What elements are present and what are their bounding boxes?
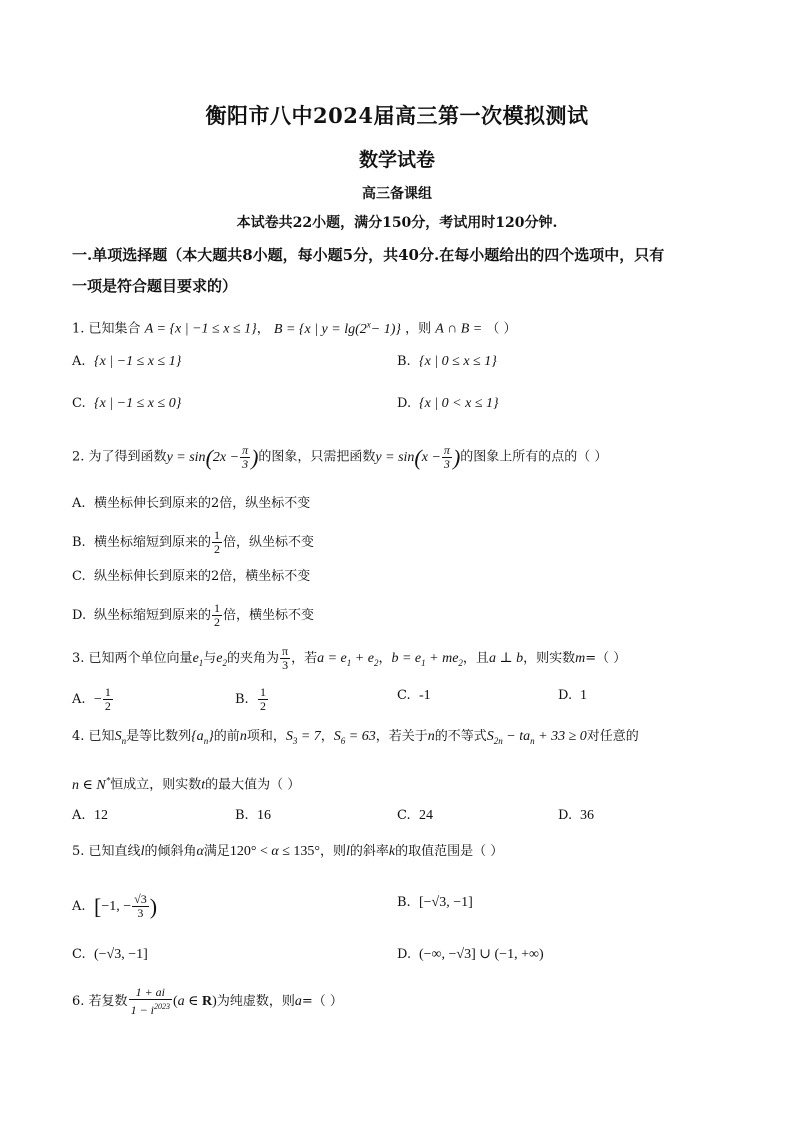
var-a: a: [294, 994, 302, 1009]
option-label: B.: [397, 354, 411, 369]
question-text: 的夹角为: [227, 651, 280, 666]
q5-option-d: [397, 945, 544, 965]
option-label: A.: [72, 808, 86, 823]
question-number: 5.: [72, 844, 85, 859]
question-text: 满足: [203, 844, 230, 859]
q1-option-d: [397, 394, 499, 414]
option-text: [−√3, −1]: [419, 895, 473, 910]
question-text: ，若: [291, 651, 318, 666]
question-text: =（ ）: [301, 994, 343, 1009]
question-text: 与: [203, 651, 217, 666]
q2-option-c: [72, 567, 310, 587]
given-s3: $S_3 = 7$: [285, 729, 321, 746]
vector-a-def: $a = e_1 + e_2$: [317, 651, 379, 668]
q4-option-d: [558, 806, 594, 826]
question-text: 已知集合: [88, 321, 141, 337]
var-t: t: [201, 777, 206, 793]
question-text: 已知两个单位向量: [88, 651, 193, 666]
fraction-half: $\frac{1}{2}$: [104, 685, 111, 713]
q1-option-c: [72, 394, 181, 414]
option-text: {x | −1 ≤ x ≤ 0}: [94, 396, 182, 411]
q1-option-a: [72, 352, 181, 372]
var-alpha: α: [196, 844, 204, 859]
var-l: l: [140, 844, 145, 859]
inequality: $S_{2n} - ta_n + 33 \ge 0$: [486, 729, 587, 746]
question-text: 项和，: [246, 729, 286, 744]
q3-option-c: [397, 686, 431, 706]
option-text: 36: [580, 808, 594, 823]
question-number: 6.: [72, 994, 85, 1009]
question-text: ，且: [462, 651, 489, 666]
question-text: 恒成立，则实数: [110, 777, 202, 793]
option-label: A.: [72, 354, 86, 369]
section-heading: [72, 240, 732, 302]
option-text: 横坐标伸长到原来的2倍，纵坐标不变: [94, 496, 311, 511]
exam-title: 衡阳市八中2024届高三第一次模拟测试: [205, 103, 589, 128]
option-label: C.: [397, 808, 411, 823]
perp-condition: a ⊥ b: [488, 651, 524, 666]
question-text: 的不等式: [434, 729, 487, 744]
var-n: n: [427, 729, 435, 744]
question-text: 若复数: [88, 994, 128, 1009]
option-label: C.: [72, 947, 86, 962]
option-label: C.: [72, 396, 86, 411]
formula-target: y = sin(2x − $\frac{\pi}{3}$ ): [166, 443, 259, 471]
option-label: D.: [397, 947, 412, 962]
option-text: 24: [419, 808, 433, 823]
q5-option-c: [72, 945, 148, 965]
domain-n: n ∈ N*: [72, 775, 111, 793]
question-text: 为纯虚数，则: [216, 994, 295, 1009]
question-number: 1.: [72, 321, 85, 337]
option-text: {x | 0 < x ≤ 1}: [419, 396, 499, 411]
q3-option-d: [558, 686, 587, 706]
fraction-pi-3: $\frac{\pi}{3}$: [282, 644, 289, 672]
question-number: 4.: [72, 729, 85, 744]
option-label: A.: [72, 496, 86, 511]
var-k: k: [388, 844, 396, 859]
question-text: ，则实数: [523, 651, 576, 666]
option-text: -1: [419, 688, 431, 703]
section-heading-line1: 一.单项选择题（本大题共8小题，每小题5分，共40分.在每小题给出的四个选项中，只有: [72, 246, 665, 264]
option-text: 倍，纵坐标不变: [223, 535, 315, 550]
question-text: 已知直线: [88, 844, 141, 859]
question-text: 是等比数列: [126, 729, 192, 744]
answer-paren: （ ）: [486, 321, 517, 337]
complex-fraction: $\frac{1 + ai}{1 - i^{2023}}$: [130, 985, 170, 1017]
option-text: [−1, − $\frac{√3}{3}$ ): [94, 892, 158, 920]
option-text: 16: [257, 808, 271, 823]
option-label: C.: [72, 569, 86, 584]
set-b-part1: B = {x | y = lg(2: [273, 321, 367, 337]
var-n: n: [239, 729, 247, 744]
option-text: 12: [94, 808, 108, 823]
vector-e1: $e_1$: [192, 651, 204, 668]
option-label: D.: [397, 396, 412, 411]
exam-group: 高三备课组: [362, 186, 432, 202]
angle-range: 120° < α ≤ 135°: [229, 844, 320, 859]
option-label: D.: [72, 608, 87, 623]
option-label: A.: [72, 692, 86, 707]
exam-info: 本试卷共22小题，满分150分，考试用时120分钟.: [236, 215, 558, 231]
vector-b-def: $b = e_1 + me_2$: [391, 651, 463, 668]
option-text: {x | 0 ≤ x ≤ 1}: [419, 354, 497, 369]
option-text: {x | −1 ≤ x ≤ 1}: [94, 354, 182, 369]
question-text: 为了得到函数: [88, 449, 167, 465]
q3-option-b: [235, 686, 269, 713]
question-text: ，若关于: [375, 729, 428, 744]
question-text: 的斜率: [349, 844, 389, 859]
fraction-half: $\frac{1}{2}$: [214, 528, 221, 556]
q2-option-d: [72, 602, 314, 629]
question-4: 4. 已知$S_n$是等比数列$\{a_n\}$的前n项和，$S_3 = 7$，$S_6 = 63$，若关于n的不等式$S_{2n} - ta_n + 33 \ge 0$对任意的: [72, 729, 639, 746]
option-label: B.: [397, 895, 411, 910]
sum-sn: $S_n$: [114, 729, 127, 746]
set-b: B = {x | $y = \lg(2^x- 1)$}: [273, 319, 401, 337]
fraction-half: $\frac{1}{2}$: [260, 685, 266, 713]
question-number: 2.: [72, 449, 85, 465]
option-text: 纵坐标缩短到原来的: [94, 608, 212, 623]
question-2: [72, 444, 607, 471]
expression: A ∩ B =: [435, 321, 483, 337]
q5-option-a: [72, 893, 157, 920]
formula-source: y = sin(x − $\frac{\pi}{3}$ ): [375, 443, 461, 471]
question-text: 对任意的: [586, 729, 639, 744]
option-text: 纵坐标伸长到原来的2倍，横坐标不变: [94, 569, 311, 584]
q4-option-a: [72, 806, 108, 826]
option-label: B.: [72, 535, 86, 550]
question-text: 的图象，只需把函数: [258, 449, 376, 465]
question-number: 3.: [72, 651, 85, 666]
option-text: 横坐标缩短到原来的: [94, 535, 212, 550]
option-label: B.: [235, 808, 249, 823]
question-text: =（ ）: [585, 651, 627, 666]
question-text: 的图象上所有的点的（ ）: [460, 449, 608, 465]
question-5: [72, 842, 503, 862]
option-label: C.: [397, 688, 411, 703]
section-heading-line2: 一项是符合题目要求的）: [72, 277, 238, 295]
q5-option-b: [397, 893, 473, 913]
exam-subtitle: 数学试卷: [358, 149, 435, 171]
option-label: D.: [558, 688, 573, 703]
q4-option-b: [235, 806, 271, 826]
option-label: D.: [558, 808, 573, 823]
question-6: [72, 986, 343, 1017]
option-label: B.: [235, 692, 249, 707]
set-a: A = {x | −1 ≤ x ≤ 1}: [144, 321, 257, 337]
option-text: 倍，横坐标不变: [223, 608, 315, 623]
q2-option-b: [72, 529, 314, 556]
var-m: m: [575, 651, 586, 666]
option-text: (−∞, −√3] ∪ (−1, +∞): [419, 947, 544, 962]
question-text: ，则: [405, 321, 432, 337]
q1-option-b: [397, 352, 497, 372]
question-3: 3. 已知两个单位向量$e_1$与$e_2$的夹角为 $\frac{\pi}{3}$ ，若$a = e_1 + e_2$，$b = e_1 + me_2$，且a ⊥ b，则实数m=（ ）: [72, 644, 627, 672]
question-1: 1. 已知集合 A = {x | −1 ≤ x ≤ 1}， B = {x | $y = \lg(2^x- 1)$} ，则 A ∩ B = （ ）: [72, 319, 517, 337]
option-text: (−√3, −1]: [94, 947, 148, 962]
q2-option-a: [72, 494, 310, 514]
fraction-half: $\frac{1}{2}$: [214, 601, 221, 629]
var-l: l: [346, 844, 350, 859]
q3-option-a: [72, 686, 114, 713]
question-text: 的最大值为（ ）: [205, 777, 301, 793]
question-text: ，则: [320, 844, 347, 859]
question-text: 已知: [88, 729, 115, 744]
sequence-an: $\{a_n\}$: [191, 729, 214, 746]
set-b-part2: − 1)}: [370, 321, 401, 337]
vector-e2: $e_2$: [216, 651, 228, 668]
given-s6: $S_6 = 63$: [333, 729, 376, 746]
q4-option-c: [397, 806, 433, 826]
option-text: 1: [580, 688, 587, 703]
question-text: 的倾斜角: [144, 844, 197, 859]
option-label: A.: [72, 898, 86, 914]
question-text: 的取值范围是（ ）: [395, 844, 504, 859]
question-text: 的前: [213, 729, 240, 744]
question-4-line2: [72, 770, 300, 796]
option-text: −: [94, 692, 102, 707]
domain-a: (a ∈ R): [173, 994, 217, 1009]
